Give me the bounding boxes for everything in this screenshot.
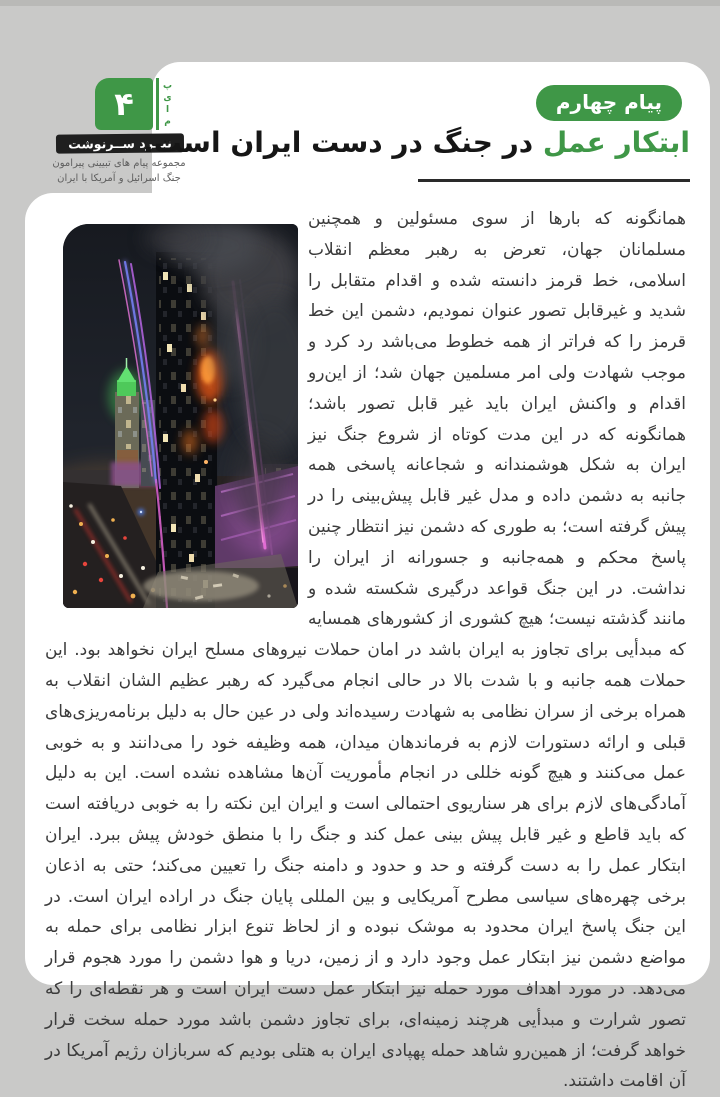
- message-number-pill: [536, 85, 682, 121]
- vertical-letter: م: [164, 117, 171, 127]
- series-subtitle-line2: جنگ اسرائیل و آمریکا با ایران: [57, 173, 181, 184]
- series-subtitle: [48, 156, 190, 186]
- page-top-shadow: [0, 0, 720, 6]
- article-paragraph: همانگونه که بارها از سوی مسئولین و همچنین مسلمانان جهان، تعرض به رهبر معظم انقلاب اسلامی، خط قرمز دانسته شده و اقدام متقابل را شدید و غیرقابل تصور عنوان نمودیم، دشمن این خط قرمز را که فراتر از همه خطوط می‌باشد رد کرد و موجب شهادت ولی امر مسلمین جهان شد؛ از این‌رو اقدام و واکنش ایران باید غیر قابل تصور باشد؛ همانگونه که در این مدت کوتاه از شروع جنگ نیز ایران به شکل هوشمندانه و شجاعانه پاسخی همه جانبه به دشمن داده و مدل غیر قابل پیش‌بینی را در پیش گرفته است؛ به طوری که دشمن نیز انتظار چنین پاسخ محکم و همه‌جانبه و جسورانه از ایران را نداشت. در این جنگ قواعد درگیری شکسته شده و مانند گذشته نیست؛ هیچ کشوری از کشورهای همسایه که مبدأیی برای تجاوز به ایران باشد در امان حملات نیروهای مسلح ایران نخواهد بود. این حملات همه جانبه و با شدت بالا در حالی انجام می‌گیرد که رهبر عظیم الشان انقلاب به همراه برخی از سران نظامی به شهادت رسیده‌اند ولی در عین حال به دلیل برنامه‌ریزی‌های قبلی و ارائه دستورات لازم به فرماندهان میدان، همه وظیفه خود را می‌دانند و به خوبی عمل می‌کنند و هیچ گونه خللی در انجام مأموریت آن‌ها مشاهده نشده است. این به دلیل آمادگی‌های لازم برای هر سناریوی احتمالی است و ایران این نکته را به خوبی دریافته است که باید قاطع و غیر قابل پیش بینی عمل کند و جنگ را با منطق خودش پیش ببرد. ایران ابتکار عمل را به دست گرفته و حد و حدود و دامنه جنگ را تعیین می‌کند؛ حتی به اذعان برخی چهره‌های سیاسی مطرح آمریکایی و بین المللی پایان جنگ در اراده ایران است. در این جنگ پاسخ ایران محدود به موشک نبوده و از لحاظ تنوع ابزار نظامی برای حمله به مواضع دشمن نیز ابتکار عمل وجود دارد و از زمین، دریا و هوا دشمن را مورد هجوم قرار می‌دهد. در مورد اهداف مورد حمله نیز ابتکار عمل دست ایران است و هر نقطه‌ای را که تصور شرارت و مبدأیی هرچند زمینه‌ای، برای تجاوز دشمن باشد مورد حمله سخت قرار خواهد گرفت؛ از همین‌رو شاهد حمله پهپادی ایران به هتلی بودیم که سربازان رژیم آمریکا در آن اقامت داشتند.: [45, 209, 686, 1092]
- series-subtitle-line1: مجموعه پیام های تبیینی پیرامون: [52, 158, 186, 169]
- page-title: [143, 126, 690, 159]
- article-photo: [63, 224, 298, 608]
- series-title: نبــرد ســرنوشت: [68, 135, 172, 152]
- issue-number: ۴: [114, 85, 134, 123]
- message-number-label: پیام چهارم: [555, 90, 662, 114]
- vertical-label-payam: [156, 78, 176, 130]
- vertical-letter: ی: [163, 93, 172, 103]
- vertical-letter: ا: [165, 105, 170, 115]
- issue-number-box: [95, 78, 153, 130]
- burning-tower-illustration: [63, 224, 298, 608]
- page-title-highlight: ابتکار عمل: [542, 126, 690, 159]
- title-underline: [418, 179, 690, 182]
- page-title-rest: در جنگ در دست ایران است.: [143, 126, 543, 159]
- vertical-letter: پ: [162, 81, 173, 91]
- article-body: [45, 204, 686, 1097]
